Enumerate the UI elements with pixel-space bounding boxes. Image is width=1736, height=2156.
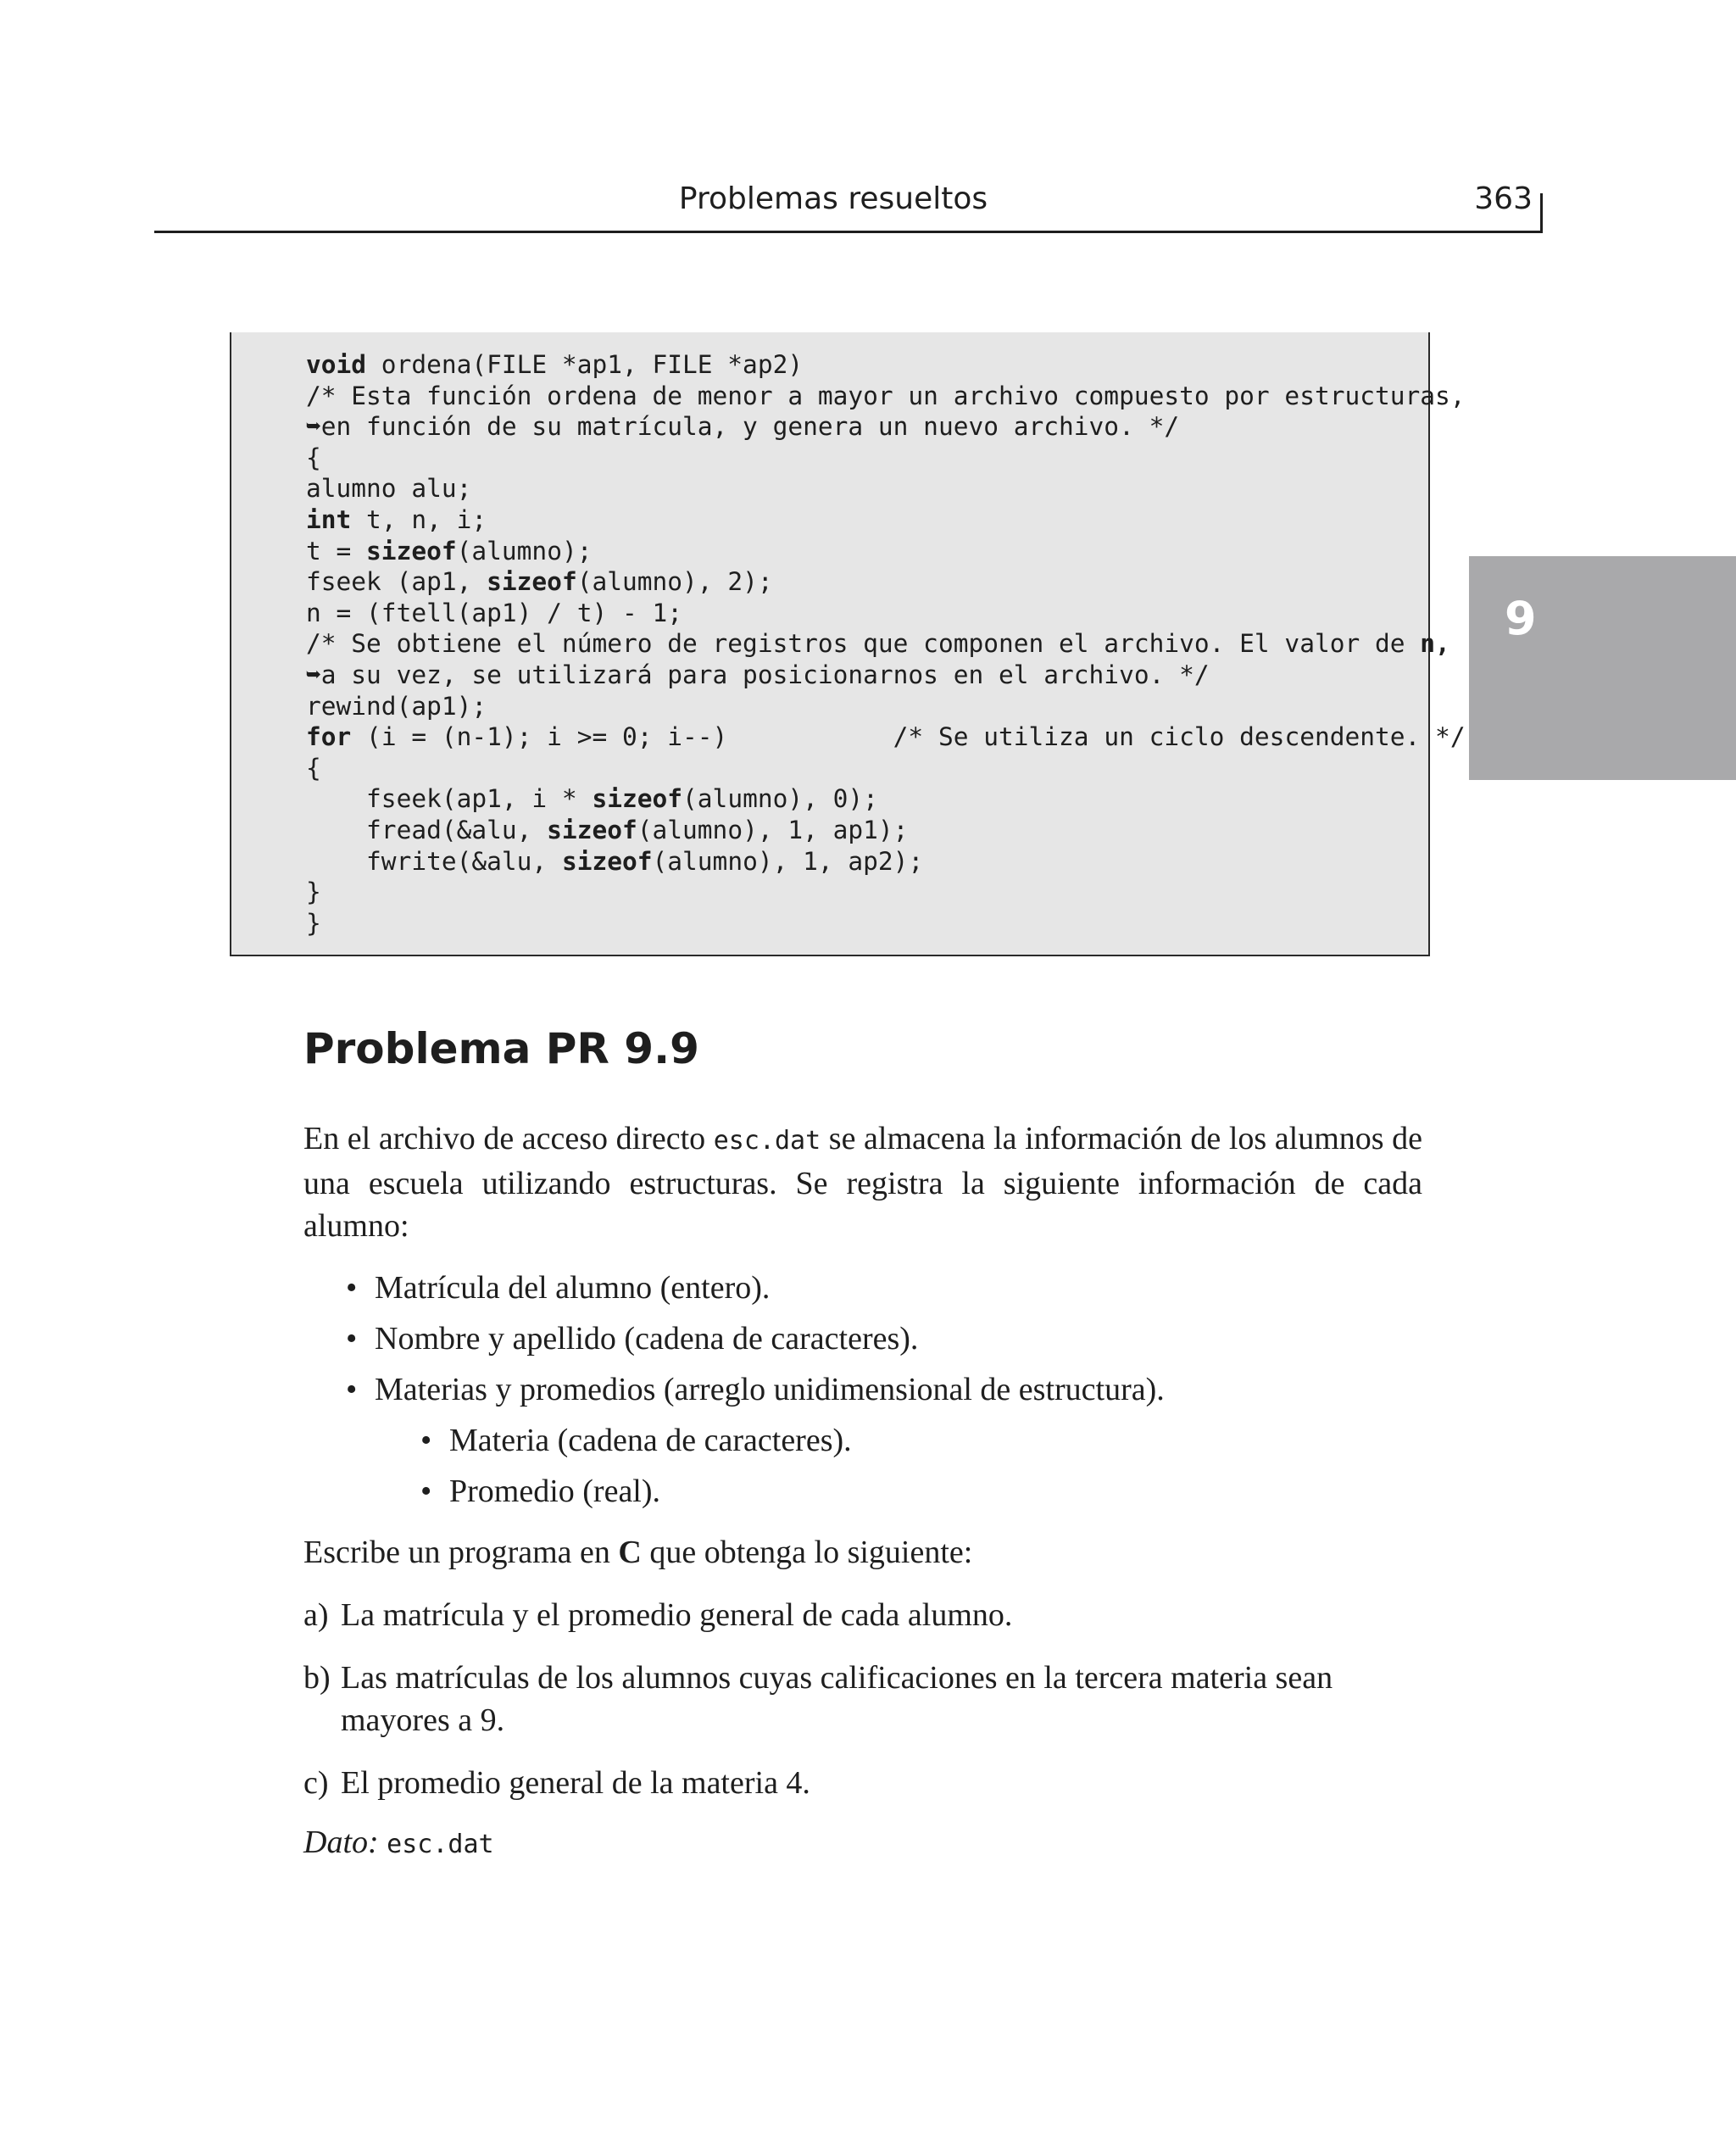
task-text: Escribe un programa en bbox=[303, 1535, 619, 1570]
bullet-dot: • bbox=[346, 1372, 358, 1407]
code-line: (alumno), 2); bbox=[576, 567, 773, 597]
code-line: (i = (n-1); i >= 0; i--) /* Se utiliza un ciclo descendente. */ bbox=[351, 722, 1466, 752]
code-keyword: sizeof bbox=[366, 536, 457, 565]
code-line: (alumno); bbox=[456, 536, 593, 565]
bullet-dot: • bbox=[346, 1321, 358, 1357]
code-line: t = bbox=[306, 536, 367, 565]
problem-title: Problema PR 9.9 bbox=[303, 1024, 699, 1073]
code-line: fread(&alu, bbox=[306, 815, 548, 844]
code-line: { bbox=[306, 443, 321, 472]
chapter-tab bbox=[1469, 556, 1736, 780]
bullet-dot: • bbox=[420, 1423, 432, 1458]
intro-text: se almacena la información de los alumnos de una escuela utilizando estructuras. Se registra la siguiente información de cada alumno: bbox=[303, 1121, 1422, 1244]
list-item-text: Matrícula del alumno (entero). bbox=[375, 1270, 771, 1306]
code-line: (alumno), 0); bbox=[682, 784, 878, 814]
page-number: 363 bbox=[1474, 181, 1533, 216]
list-item bbox=[346, 1318, 918, 1360]
code-keyword: sizeof bbox=[487, 567, 577, 597]
list-item bbox=[346, 1368, 1165, 1411]
header-rule-tick bbox=[1540, 193, 1543, 232]
sub-list-item bbox=[420, 1419, 852, 1462]
code-comment: /* Esta función ordena de menor a mayor un archivo compuesto por estructuras, bbox=[306, 381, 1466, 410]
intro-text: En el archivo de acceso directo bbox=[303, 1121, 714, 1156]
list-item-text: Promedio (real). bbox=[449, 1474, 661, 1509]
task-item-label: c) bbox=[303, 1765, 329, 1801]
code-line: } bbox=[306, 877, 321, 907]
code-line: fseek(ap1, i * bbox=[306, 784, 593, 814]
code-keyword: n, bbox=[1420, 629, 1450, 659]
task-item bbox=[303, 1594, 1434, 1636]
task-text: que obtenga lo siguiente: bbox=[641, 1535, 973, 1570]
code-line: alumno alu; bbox=[306, 474, 472, 504]
code-comment: ➥a su vez, se utilizará para posicionarnos en el archivo. */ bbox=[306, 660, 1210, 689]
code-line: fseek (ap1, bbox=[306, 567, 487, 597]
task-item-text: La matrícula y el promedio general de cada alumno. bbox=[341, 1597, 1013, 1633]
code-keyword: sizeof bbox=[561, 846, 653, 876]
code-keyword: for bbox=[306, 722, 352, 752]
given-data bbox=[303, 1821, 494, 1866]
running-header bbox=[154, 178, 1543, 233]
task-item bbox=[303, 1762, 1434, 1804]
task-item-text: Las matrículas de los alumnos cuyas calificaciones en la tercera materia sean mayores a 9. bbox=[341, 1660, 1333, 1738]
code-line: ordena(FILE *ap1, FILE *ap2) bbox=[366, 350, 804, 379]
list-item bbox=[346, 1267, 770, 1309]
bullet-dot: • bbox=[420, 1474, 432, 1509]
list-item-text: Materia (cadena de caracteres). bbox=[449, 1423, 852, 1458]
code-comment: /* Se obtiene el número de registros que componen el archivo. El valor de bbox=[306, 629, 1421, 659]
problem-intro bbox=[303, 1117, 1422, 1247]
intro-filename: esc.dat bbox=[713, 1126, 821, 1156]
code-listing bbox=[230, 332, 1466, 956]
task-item-text: El promedio general de la materia 4. bbox=[341, 1765, 810, 1801]
code-block bbox=[306, 349, 1466, 939]
task-intro bbox=[303, 1531, 1422, 1574]
code-line: } bbox=[306, 908, 321, 938]
code-line: rewind(ap1); bbox=[306, 691, 487, 721]
task-item bbox=[303, 1657, 1443, 1741]
code-keyword: int bbox=[306, 504, 352, 534]
list-item-text: Nombre y apellido (cadena de caracteres). bbox=[375, 1321, 919, 1357]
code-keyword: sizeof bbox=[592, 784, 683, 814]
task-item-label: a) bbox=[303, 1597, 329, 1633]
language-name: C bbox=[618, 1535, 642, 1570]
code-line: n = (ftell(ap1) / t) - 1; bbox=[306, 598, 683, 627]
code-keyword: void bbox=[306, 350, 367, 379]
list-item-text: Materias y promedios (arreglo unidimensional de estructura). bbox=[375, 1372, 1165, 1407]
sub-list-item bbox=[420, 1470, 660, 1513]
bullet-dot: • bbox=[346, 1270, 358, 1306]
given-data-label: Dato: bbox=[303, 1825, 379, 1860]
code-line: { bbox=[306, 753, 321, 783]
code-line: t, n, i; bbox=[351, 504, 487, 534]
code-line: (alumno), 1, ap1); bbox=[637, 815, 909, 844]
code-keyword: sizeof bbox=[547, 815, 637, 844]
code-comment: ➥en función de su matrícula, y genera un nuevo archivo. */ bbox=[306, 412, 1180, 442]
code-line: (alumno), 1, ap2); bbox=[652, 846, 924, 876]
task-item-label: b) bbox=[303, 1660, 331, 1696]
chapter-number: 9 bbox=[1505, 592, 1537, 645]
header-title: Problemas resueltos bbox=[678, 181, 988, 216]
code-line: fwrite(&alu, bbox=[306, 846, 562, 876]
given-data-file: esc.dat bbox=[387, 1830, 494, 1859]
